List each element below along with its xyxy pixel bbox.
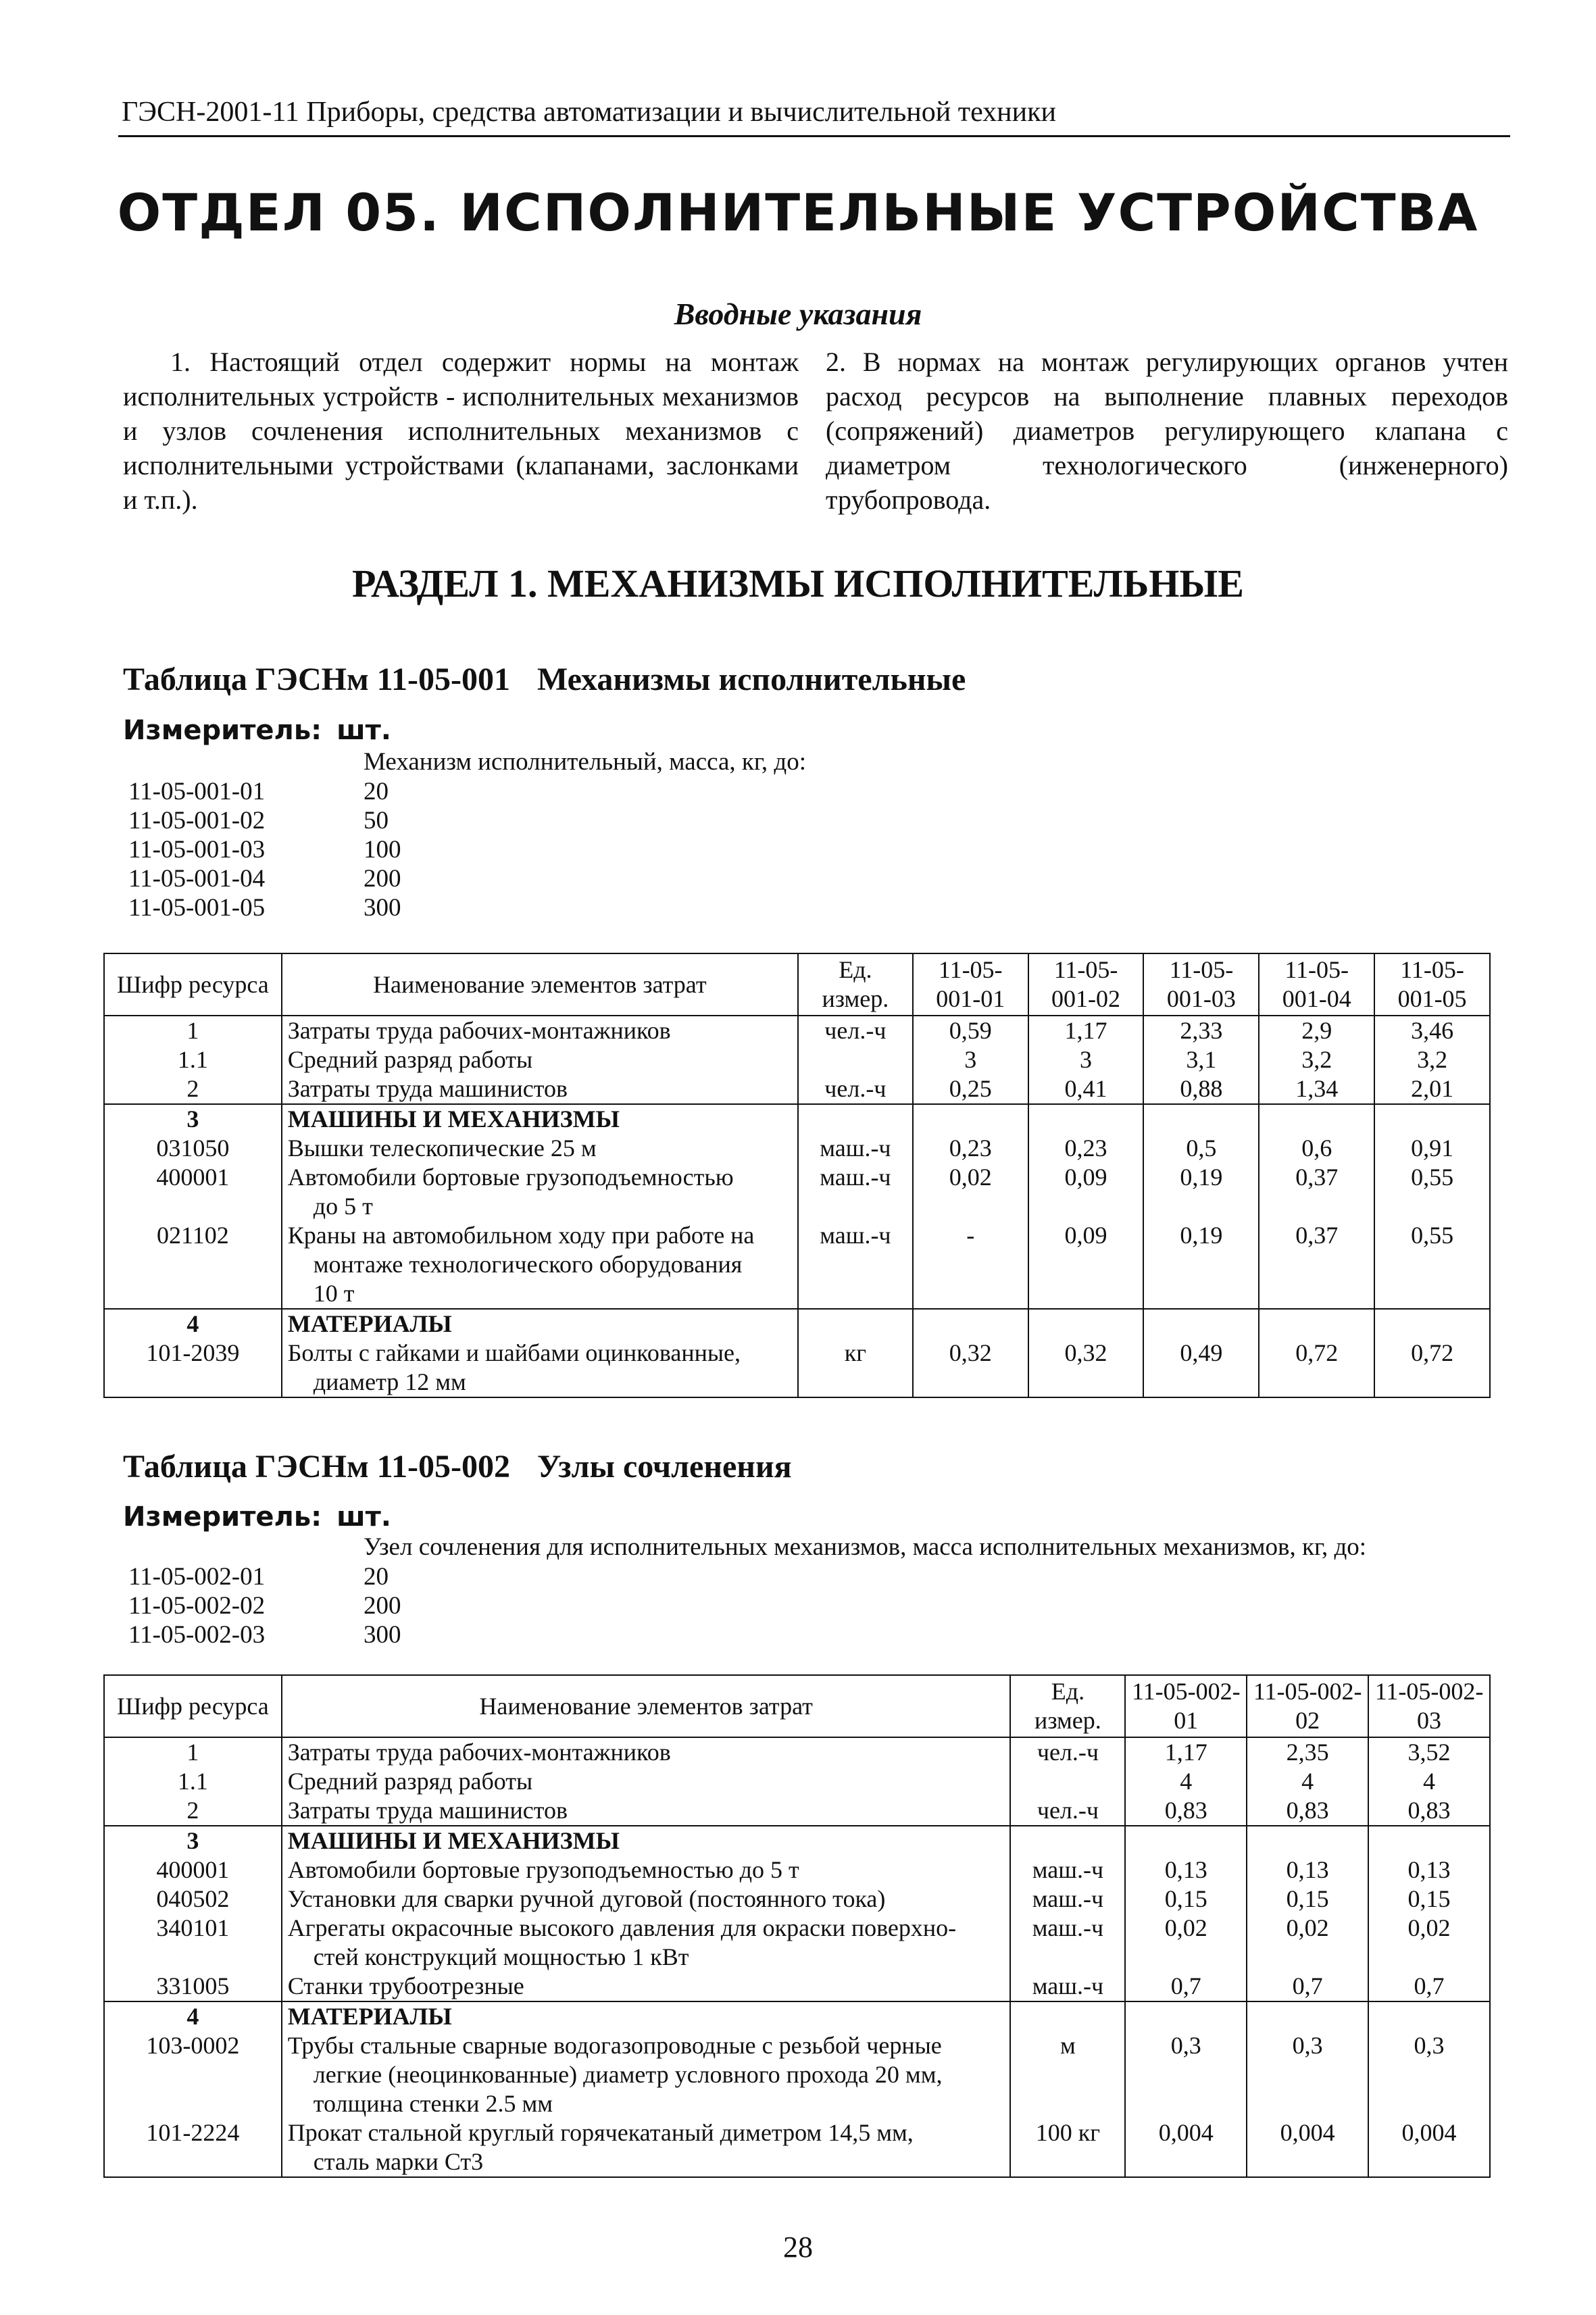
table1-variant-description: Механизм исполнительный, масса, кг, до:: [364, 748, 807, 776]
intro-paragraph-1: 1. Настоящий отдел содержит нормы на монтаж исполнительных устройств - исполнительных механизмов и узлов сочленения исполнительных механизмов с исполнительными устройствами (клапанами, заслонками и т.п.).: [123, 347, 799, 515]
variant-value: 200: [364, 865, 401, 893]
variant-code: 11-05-001-05: [128, 894, 266, 922]
resource-name-line: Агрегаты окрасочные высокого давления для окраски поверхно-: [287, 1914, 957, 1941]
variant-row: [128, 835, 401, 864]
value-cell: 4: [1125, 1767, 1247, 1796]
resource-name: [282, 2118, 1011, 2177]
resource-name: Автомобили бортовые грузоподъемностью до 5 т: [282, 1856, 1011, 1885]
resource-code: 021102: [104, 1221, 282, 1309]
variant-code: 11-05-001-03: [128, 836, 266, 864]
value-cell: 0,3: [1125, 2031, 1247, 2118]
variant-code: 11-05-002-03: [128, 1621, 266, 1649]
header-name: Наименование элементов затрат: [282, 1675, 1011, 1737]
table1-meter-label: Измеритель:: [123, 715, 322, 746]
resource-name-line: Трубы стальные сварные водогазопроводные с резьбой черные: [287, 2032, 942, 2059]
resource-code: 400001: [104, 1163, 282, 1221]
value-cell: 0,59: [913, 1016, 1028, 1045]
value-cell: 0,7: [1368, 1972, 1490, 2001]
value-cell: 0,49: [1143, 1339, 1259, 1397]
table-group-row: [104, 2001, 1490, 2031]
variant-row: [128, 1591, 401, 1620]
value-cell: 0,09: [1028, 1163, 1144, 1221]
resource-name-line: Прокат стальной круглый горячекатаный диметром 14,5 мм,: [287, 2119, 914, 2146]
header-col: 11-05-001-01: [913, 953, 1028, 1016]
value-cell: 0,32: [1028, 1339, 1144, 1397]
resource-name: Затраты труда рабочих-монтажников: [282, 1016, 798, 1045]
resource-code: 103-0002: [104, 2031, 282, 2118]
resource-unit: маш.-ч: [1010, 1885, 1125, 1914]
header-col: 11-05-001-04: [1259, 953, 1374, 1016]
table-row: [104, 1074, 1490, 1104]
value-cell: 3,46: [1374, 1016, 1490, 1045]
value-cell: 0,72: [1374, 1339, 1490, 1397]
resource-name-line: монтаже технологического оборудования: [313, 1251, 743, 1278]
table-row: [104, 1163, 1490, 1221]
value-cell: 3: [913, 1045, 1028, 1074]
value-cell: 0,88: [1143, 1074, 1259, 1104]
header-col: 11-05-001-03: [1143, 953, 1259, 1016]
variant-row: [128, 1620, 401, 1649]
table-group-row: [104, 1826, 1490, 1856]
variant-code: 11-05-001-02: [128, 807, 266, 835]
header-code: Шифр ресурса: [104, 1675, 282, 1737]
value-cell: 0,32: [913, 1339, 1028, 1397]
resource-code: 3: [104, 1826, 282, 1856]
value-cell: 0,3: [1247, 2031, 1368, 2118]
resource-unit: чел.-ч: [1010, 1737, 1125, 1767]
value-cell: 0,3: [1368, 2031, 1490, 2118]
variant-row: [128, 1562, 401, 1591]
section-title: РАЗДЕЛ 1. МЕХАНИЗМЫ ИСПОЛНИТЕЛЬНЫЕ: [351, 562, 1244, 605]
table2-variant-description: Узел сочленения для исполнительных механизмов, масса исполнительных механизмов, кг, до:: [364, 1533, 1367, 1561]
resource-name-line: легкие (неоцинкованные) диаметр условного прохода 20 мм,: [313, 2061, 943, 2088]
resource-unit: чел.-ч: [798, 1016, 913, 1045]
value-cell: 0,19: [1143, 1163, 1259, 1221]
table2-meter-label: Измеритель:: [123, 1501, 322, 1533]
table-header-row: [104, 953, 1490, 1016]
value-cell: 0,004: [1125, 2118, 1247, 2177]
value-cell: 0,83: [1247, 1796, 1368, 1826]
resource-name-line: диаметр 12 мм: [313, 1368, 466, 1395]
table2-meter-unit: шт.: [336, 1501, 391, 1533]
value-cell: 2,33: [1143, 1016, 1259, 1045]
resource-unit: маш.-ч: [1010, 1972, 1125, 2001]
value-cell: 0,02: [1247, 1914, 1368, 1972]
resource-name: Затраты труда рабочих-монтажников: [282, 1737, 1011, 1767]
resource-code: 1: [104, 1737, 282, 1767]
value-cell: 0,13: [1368, 1856, 1490, 1885]
table-row: [104, 1737, 1490, 1767]
resource-name: Установки для сварки ручной дуговой (постоянного тока): [282, 1885, 1011, 1914]
variant-code: 11-05-002-02: [128, 1592, 266, 1620]
value-cell: 0,13: [1247, 1856, 1368, 1885]
resource-code: 101-2224: [104, 2118, 282, 2177]
resource-unit: чел.-ч: [1010, 1796, 1125, 1826]
resource-name: Затраты труда машинистов: [282, 1796, 1011, 1826]
table1-heading: [123, 661, 966, 698]
variant-value: 200: [364, 1592, 401, 1620]
value-cell: 0,004: [1247, 2118, 1368, 2177]
resource-name-line: стей конструкций мощностью 1 кВт: [313, 1943, 689, 1970]
resource-name: Средний разряд работы: [282, 1045, 798, 1074]
table2-label: Таблица ГЭСНм 11-05-002: [123, 1449, 510, 1485]
header-col: 11-05-002-03: [1368, 1675, 1490, 1737]
table2-costs: [103, 1674, 1491, 2178]
value-cell: 3,2: [1374, 1045, 1490, 1074]
resource-code: 331005: [104, 1972, 282, 2001]
value-cell: 0,23: [913, 1134, 1028, 1163]
resource-name: Затраты труда машинистов: [282, 1074, 798, 1104]
variant-value: 300: [364, 1621, 401, 1649]
resource-name-line: Краны на автомобильном ходу при работе на: [287, 1222, 755, 1249]
table2-name: Узлы сочленения: [537, 1449, 792, 1485]
value-cell: 0,83: [1368, 1796, 1490, 1826]
table1-costs: [103, 953, 1491, 1398]
value-cell: 3,2: [1259, 1045, 1374, 1074]
value-cell: 4: [1368, 1767, 1490, 1796]
group-name: МАШИНЫ И МЕХАНИЗМЫ: [282, 1826, 1011, 1856]
value-cell: 4: [1247, 1767, 1368, 1796]
table-row: [104, 1339, 1490, 1397]
resource-name: [282, 1221, 798, 1309]
table2-heading: [123, 1448, 792, 1485]
resource-unit: 100 кг: [1010, 2118, 1125, 2177]
resource-unit: маш.-ч: [798, 1163, 913, 1221]
table-row: [104, 1767, 1490, 1796]
resource-name: [282, 2031, 1011, 2118]
header-name: Наименование элементов затрат: [282, 953, 798, 1016]
value-cell: 0,6: [1259, 1134, 1374, 1163]
resource-name: [282, 1914, 1011, 1972]
table1-label: Таблица ГЭСНм 11-05-001: [123, 662, 510, 697]
header-col: 11-05-002-01: [1125, 1675, 1247, 1737]
group-name: МАТЕРИАЛЫ: [282, 2001, 1011, 2031]
table-row: [104, 1134, 1490, 1163]
resource-unit: [798, 1045, 913, 1074]
resource-code: 1: [104, 1016, 282, 1045]
variant-code: 11-05-002-01: [128, 1563, 266, 1591]
variant-code: 11-05-001-04: [128, 865, 266, 893]
resource-code: 031050: [104, 1134, 282, 1163]
value-cell: 0,83: [1125, 1796, 1247, 1826]
value-cell: 0,55: [1374, 1221, 1490, 1309]
value-cell: -: [913, 1221, 1028, 1309]
value-cell: 0,55: [1374, 1163, 1490, 1221]
table-row: [104, 2031, 1490, 2118]
value-cell: 0,7: [1125, 1972, 1247, 2001]
resource-code: 400001: [104, 1856, 282, 1885]
value-cell: 0,41: [1028, 1074, 1144, 1104]
table1-meter: [123, 715, 391, 746]
resource-unit: м: [1010, 2031, 1125, 2118]
resource-code: 4: [104, 1309, 282, 1339]
table-row: [104, 1914, 1490, 1972]
variant-row: [128, 777, 401, 806]
value-cell: 1,17: [1125, 1737, 1247, 1767]
resource-code: 2: [104, 1074, 282, 1104]
table-row: [104, 1972, 1490, 2001]
group-name: МАШИНЫ И МЕХАНИЗМЫ: [282, 1104, 798, 1134]
value-cell: 0,7: [1247, 1972, 1368, 2001]
value-cell: 0,004: [1368, 2118, 1490, 2177]
value-cell: 3: [1028, 1045, 1144, 1074]
resource-unit: маш.-ч: [1010, 1914, 1125, 1972]
resource-unit: маш.-ч: [798, 1134, 913, 1163]
value-cell: 0,72: [1259, 1339, 1374, 1397]
value-cell: 0,15: [1247, 1885, 1368, 1914]
resource-name: [282, 1339, 798, 1397]
running-header: ГЭСН-2001-11 Приборы, средства автоматизации и вычислительной техники: [122, 97, 1056, 128]
table2-meter: [123, 1501, 391, 1533]
resource-name-line: Автомобили бортовые грузоподъемностью: [287, 1164, 734, 1191]
value-cell: 0,91: [1374, 1134, 1490, 1163]
resource-unit: [1010, 1767, 1125, 1796]
table-group-row: [104, 1309, 1490, 1339]
table1-name: Механизмы исполнительные: [537, 662, 966, 697]
intro-paragraph-2: 2. В нормах на монтаж регулирующих органов учтен расход ресурсов на выполнение плавных переходов (сопряжений) диаметров регулирующего клапана с диаметром технологического (инженерного) трубопровода.: [826, 347, 1508, 515]
value-cell: 0,02: [1125, 1914, 1247, 1972]
variant-value: 20: [364, 1563, 389, 1591]
resource-name-line: толщина стенки 2.5 мм: [313, 2090, 553, 2117]
value-cell: 0,23: [1028, 1134, 1144, 1163]
header-unit: Ед. измер.: [798, 953, 913, 1016]
value-cell: 0,19: [1143, 1221, 1259, 1309]
resource-name: Станки трубоотрезные: [282, 1972, 1011, 2001]
value-cell: 3,52: [1368, 1737, 1490, 1767]
table-row: [104, 1796, 1490, 1826]
value-cell: 0,15: [1368, 1885, 1490, 1914]
resource-code: 2: [104, 1796, 282, 1826]
variant-value: 20: [364, 778, 389, 805]
header-col: 11-05-002-02: [1247, 1675, 1368, 1737]
header-divider: [118, 135, 1510, 137]
table-row: [104, 1045, 1490, 1074]
variant-value: 50: [364, 807, 389, 835]
header-col: 11-05-001-02: [1028, 953, 1144, 1016]
value-cell: 0,15: [1125, 1885, 1247, 1914]
value-cell: 0,13: [1125, 1856, 1247, 1885]
resource-code: 040502: [104, 1885, 282, 1914]
value-cell: 0,37: [1259, 1163, 1374, 1221]
variant-row: [128, 806, 401, 835]
department-title: ОТДЕЛ 05. ИСПОЛНИТЕЛЬНЫЕ УСТРОЙСТВА: [117, 182, 1479, 243]
resource-code: 3: [104, 1104, 282, 1134]
header-unit: Ед. измер.: [1010, 1675, 1125, 1737]
value-cell: 1,34: [1259, 1074, 1374, 1104]
resource-code: 340101: [104, 1914, 282, 1972]
table-row: [104, 1856, 1490, 1885]
value-cell: 2,01: [1374, 1074, 1490, 1104]
table1-variant-list: [128, 777, 401, 922]
value-cell: 2,9: [1259, 1016, 1374, 1045]
variant-code: 11-05-001-01: [128, 778, 266, 805]
resource-name: [282, 1163, 798, 1221]
table-row: [104, 1885, 1490, 1914]
header-code: Шифр ресурса: [104, 953, 282, 1016]
resource-unit: кг: [798, 1339, 913, 1397]
table-row: [104, 2118, 1490, 2177]
table1-meter-unit: шт.: [336, 715, 391, 746]
page-number: 28: [783, 2231, 813, 2264]
table2-variant-list: [128, 1562, 401, 1649]
resource-name-line: сталь марки Ст3: [313, 2148, 484, 2175]
value-cell: 0,02: [1368, 1914, 1490, 1972]
group-name: МАТЕРИАЛЫ: [282, 1309, 798, 1339]
resource-name-line: до 5 т: [313, 1193, 373, 1220]
resource-unit: чел.-ч: [798, 1074, 913, 1104]
resource-name: Средний разряд работы: [282, 1767, 1011, 1796]
value-cell: 2,35: [1247, 1737, 1368, 1767]
table-header-row: [104, 1675, 1490, 1737]
resource-name-line: Болты с гайками и шайбами оцинкованные,: [287, 1339, 741, 1366]
table-group-row: [104, 1104, 1490, 1134]
resource-code: 101-2039: [104, 1339, 282, 1397]
resource-code: 1.1: [104, 1045, 282, 1074]
variant-row: [128, 893, 401, 922]
table-row: [104, 1016, 1490, 1045]
intro-heading: Вводные указания: [674, 297, 922, 331]
value-cell: 0,02: [913, 1163, 1028, 1221]
resource-code: 1.1: [104, 1767, 282, 1796]
value-cell: 0,09: [1028, 1221, 1144, 1309]
value-cell: 3,1: [1143, 1045, 1259, 1074]
variant-row: [128, 864, 401, 893]
value-cell: 0,5: [1143, 1134, 1259, 1163]
table-row: [104, 1221, 1490, 1309]
resource-unit: маш.-ч: [1010, 1856, 1125, 1885]
resource-code: 4: [104, 2001, 282, 2031]
resource-unit: маш.-ч: [798, 1221, 913, 1309]
resource-name: Вышки телескопические 25 м: [282, 1134, 798, 1163]
variant-value: 100: [364, 836, 401, 864]
variant-value: 300: [364, 894, 401, 922]
value-cell: 0,37: [1259, 1221, 1374, 1309]
resource-name-line: 10 т: [313, 1280, 355, 1307]
header-col: 11-05-001-05: [1374, 953, 1490, 1016]
value-cell: 0,25: [913, 1074, 1028, 1104]
value-cell: 1,17: [1028, 1016, 1144, 1045]
